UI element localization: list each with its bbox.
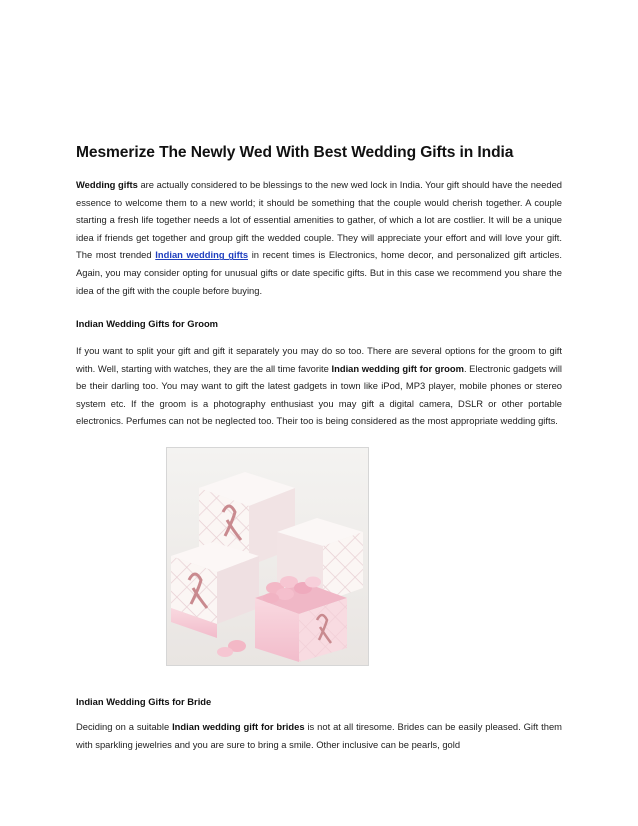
groom-section-heading: Indian Wedding Gifts for Groom	[76, 318, 219, 329]
intro-bold-keyword: Wedding gifts	[76, 179, 138, 190]
intro-text-1: are actually considered to be blessings to the new wed lock in India. Your gift should have the needed essence to welcome them to a new world; it should be something that the couple would cherish together. A couple starting a fresh life together needs a lot of essential amenities to gather, of which a lot are costlier. It will be a unique idea if friends get together and group gift the wedded couple. They will appreciate your effort and will love your gift. The most trended	[76, 179, 562, 261]
indian-wedding-gifts-link[interactable]: Indian wedding gifts	[155, 249, 249, 261]
bride-text-2: is not at all tiresome. Brides can be easily pleased. Gift them with sparkling jewelries and you are sure to bring a smile. Other inclusive can be pearls, gold	[76, 721, 562, 750]
bride-section-heading: Indian Wedding Gifts for Bride	[76, 696, 212, 707]
bride-paragraph	[76, 718, 562, 753]
bride-text-1: Deciding on a suitable	[76, 721, 173, 732]
intro-paragraph	[76, 176, 562, 299]
groom-text-2: . Electronic gadgets will be their darling too. You may want to gift the latest gadgets in town like iPod, MP3 player, mobile phones or stereo system etc. If the groom is a photography enthusiast you may gift a digital camera, DSLR or other portable electronics. Perfumes can not be neglected too. Their too is being considered as the most appropriate wedding gifts.	[76, 362, 563, 427]
groom-text-1: If you want to split your gift and gift it separately you may do so too. There are several options for the groom to gift with. Well, starting with watches, they are the all time favorite	[76, 345, 562, 374]
intro-text-2: in recent times is Electronics, home decor, and personalized gift articles. Again, you may consider opting for unusual gifts or date specific gifts. But in this case we recommend you share the idea of the gift with the couple before buying.	[76, 249, 562, 296]
groom-paragraph	[76, 342, 562, 430]
bride-bold-keyword: Indian wedding gift for brides	[172, 721, 305, 732]
page-title: Mesmerize The Newly Wed With Best Wedding Gifts in India	[76, 144, 514, 161]
groom-bold-keyword: Indian wedding gift for groom	[331, 362, 464, 374]
gift-boxes-image	[166, 447, 369, 666]
